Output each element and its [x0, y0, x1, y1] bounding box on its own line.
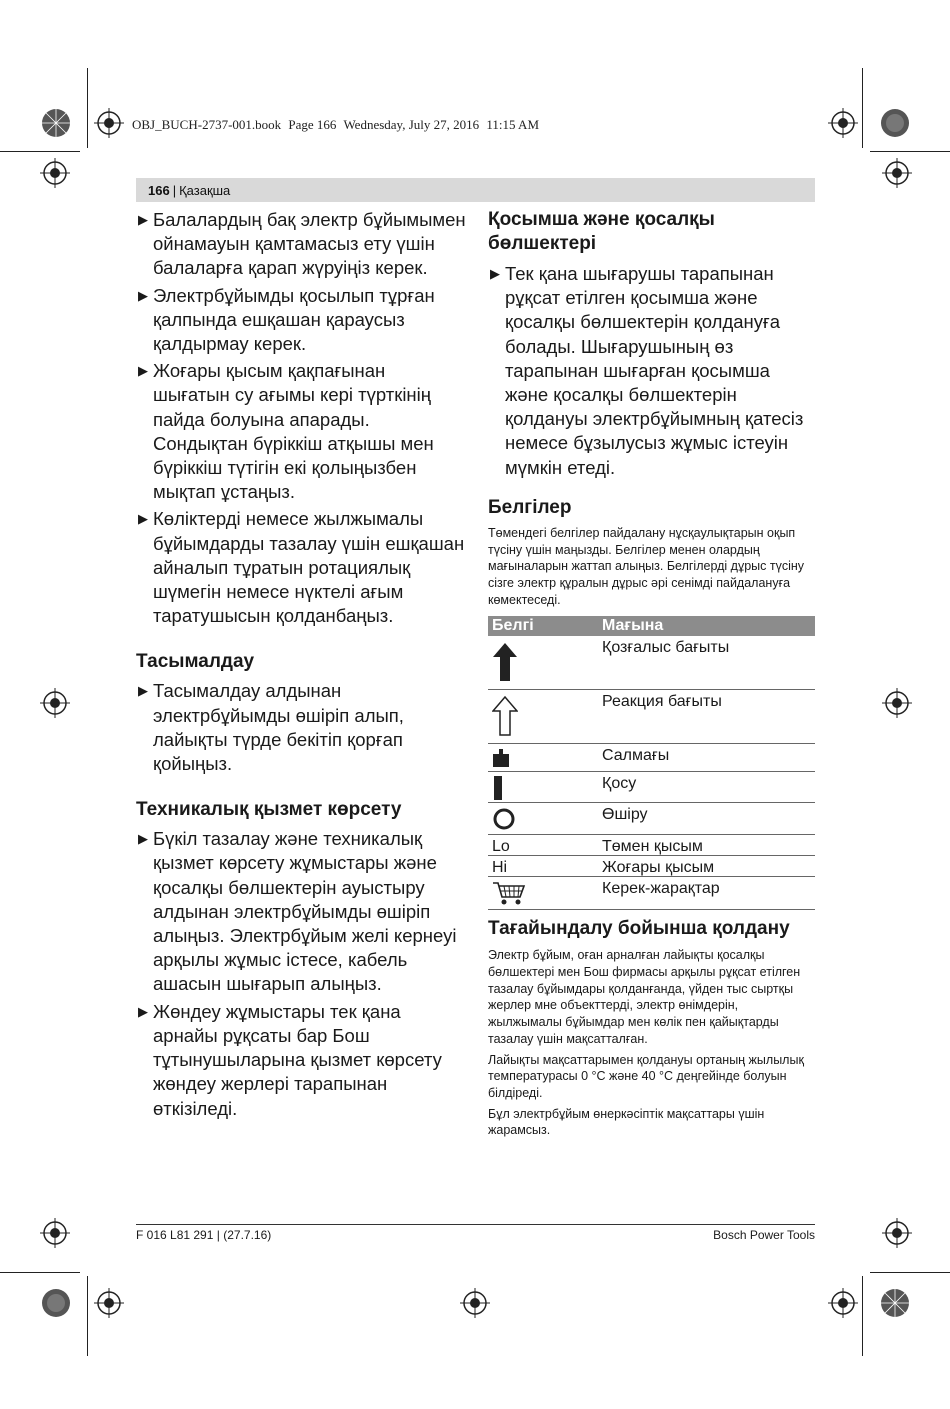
- table-cell-meaning: Қосу: [602, 775, 637, 793]
- safety-bullets: [136, 208, 466, 628]
- registration-dial-icon: [880, 108, 910, 138]
- crop-mark: [87, 1276, 88, 1356]
- symbols-intro: Төмендегі белгілер пайдалану нұсқаулықтарын оқып түсіну үшін маңызды. Белгілер менен олардың мағыналарын жаттап алыңыз. Белгілерді дұрыс түсіну сізге электр құралын дұрыс әрі сенімді пайдалануға көмектеседі.: [488, 525, 805, 607]
- list-item-text: Көліктерді немесе жылжымалы бұйымдарды тазалау үшін ешқашан айналып тұратын ротациялық шүмегін немесе нүктелі ағым таратушысын қолданбаңыз.: [153, 508, 465, 627]
- use-paragraph: Электр бұйым, оған арналған лайықты қосалқы бөлшектері мен Бош фирмасы арқылы рұқсат етілген тазалау бұйымдары қолданғанда, үйден тыс сыртқы жерлер мне объекттерді, электр өнімдерін, жылжымалы бұйымдар мен көлік пен қайықтарды тазалау үшін мақсатталған.: [488, 948, 801, 1046]
- crosshair-icon: [882, 158, 912, 188]
- language-label: Қазақша: [179, 182, 231, 198]
- table-row: [488, 744, 815, 772]
- crop-mark: [862, 1276, 863, 1356]
- heading-symbols: Белгілер: [488, 496, 572, 518]
- list-item: [136, 507, 466, 628]
- right-column: [488, 208, 815, 1139]
- page-number: 166: [148, 182, 170, 198]
- heading-accessories: Қосымша және қосалқы бөлшектері: [488, 209, 715, 254]
- footer-separator: |: [216, 1228, 220, 1242]
- arrow-outline-icon: [492, 696, 518, 736]
- crosshair-icon: [882, 1218, 912, 1248]
- use-paragraph: Бұл электрбұйым өнеркәсіптік мақсаттары үшін жарамсыз.: [488, 1106, 765, 1138]
- crosshair-icon: [460, 1288, 490, 1318]
- page-header-bar: [136, 178, 815, 202]
- cart-icon: [492, 881, 526, 907]
- power-off-icon: [492, 807, 516, 831]
- bullet-triangle-icon: ▶: [138, 287, 148, 303]
- list-item: [136, 679, 466, 776]
- list-item: [136, 208, 466, 281]
- table-row: [488, 636, 815, 690]
- list-item: [136, 1000, 466, 1121]
- crosshair-icon: [40, 688, 70, 718]
- print-time: 11:15 AM: [486, 117, 539, 132]
- footer-brand: Bosch Power Tools: [713, 1228, 815, 1242]
- header-separator: |: [172, 182, 177, 198]
- left-column: [136, 208, 466, 1124]
- table-row: [488, 690, 815, 744]
- crosshair-icon: [828, 1288, 858, 1318]
- table-row: [488, 772, 815, 803]
- list-item-text: Тек қана шығарушы тарапынан рұқсат етілген қосымша және қосалқы бөлшектерін қолдануға болады. Шығарушының өз тарапынан шығарған қосымша және қосалқы бөлшектерін қолдануы электрбұйымның қатесіз немесе бұзылусыз жұмыс істеуін мүмкін етеді.: [505, 263, 804, 478]
- crosshair-icon: [882, 688, 912, 718]
- crosshair-icon: [40, 158, 70, 188]
- heading-intended-use: Тағайындалу бойынша қолдану: [488, 918, 790, 940]
- table-cell-meaning: Қозғалыс бағыты: [602, 639, 730, 657]
- print-page: Page 166: [288, 117, 337, 132]
- print-date: Wednesday, July 27, 2016: [343, 117, 480, 132]
- crosshair-icon: [40, 1218, 70, 1248]
- print-header: [132, 117, 543, 133]
- list-item-text: Бүкіл тазалау және техникалық қызмет көрсету жұмыстары және қосалқы бөлшектерін ауыстыру алдынан электрбұйымды өшіріп алыңыз. Электрбұйым желі кернеуі арқылы жұмыс істесе, кабель ашасын шығарып алыңыз.: [153, 828, 457, 995]
- bullet-triangle-icon: ▶: [138, 831, 148, 847]
- table-row: [488, 803, 815, 835]
- bullet-triangle-icon: ▶: [138, 363, 148, 379]
- bullet-triangle-icon: ▶: [138, 683, 148, 699]
- table-cell-symbol: Lo: [492, 838, 510, 856]
- use-paragraph: Лайықты мақсаттарымен қолдануы ортаның жылылық температурасы 0 °C және 40 °C деңгейінде болуын білдіреді.: [488, 1052, 804, 1100]
- bullet-triangle-icon: ▶: [138, 212, 148, 227]
- table-row: [488, 856, 815, 877]
- table-cell-meaning: Керек-жарақтар: [602, 880, 720, 898]
- table-row: [488, 835, 815, 856]
- print-file: OBJ_BUCH-2737-001.book: [132, 117, 282, 132]
- list-item: [136, 284, 466, 357]
- footer-code: F 016 L81 291: [136, 1228, 214, 1242]
- arrow-filled-icon: [492, 642, 518, 682]
- table-header: [488, 616, 815, 636]
- table-cell-symbol: Hi: [492, 859, 508, 877]
- footer-date: (27.7.16): [223, 1228, 272, 1242]
- heading-service: Техникалық қызмет көрсету: [136, 799, 402, 821]
- weight-icon: [492, 749, 510, 767]
- crop-mark: [870, 151, 950, 152]
- list-item: [136, 359, 466, 504]
- bullet-triangle-icon: ▶: [490, 266, 500, 281]
- list-item-text: Балалардың бақ электр бұйымымен ойнамауын қамтамасыз ету үшін балаларға қарап жүруіңіз керек.: [153, 209, 466, 279]
- crop-mark: [862, 68, 863, 148]
- crop-mark: [87, 68, 88, 148]
- table-cell-meaning: Өшіру: [602, 806, 648, 824]
- list-item: [136, 827, 466, 996]
- list-item-text: Жөндеу жұмыстары тек қана арнайы рұқсаты бар Бош тұтынушыларына қызмет көрсету жөндеу жерлері тарапынан өткізіледі.: [153, 1000, 442, 1119]
- table-cell-meaning: Жоғары қысым: [602, 859, 715, 877]
- table-cell-meaning: Төмен қысым: [602, 838, 703, 856]
- table-cell-meaning: Салмағы: [602, 747, 670, 765]
- symbols-table: [488, 616, 815, 910]
- footer-left: [136, 1228, 271, 1242]
- list-item-text: Электрбұйымды қосылып тұрған қалпында ешқашан қараусыз қалдырмау керек.: [153, 284, 435, 355]
- column-header-meaning: Мағына: [602, 617, 664, 635]
- list-item-text: Тасымалдау алдынан электрбұйымды өшіріп алып, лайықты түрде бекітіп қорғап қойыңыз.: [153, 680, 404, 775]
- crosshair-icon: [828, 108, 858, 138]
- crosshair-icon: [94, 1288, 124, 1318]
- column-header-symbol: Белгі: [492, 617, 534, 635]
- crop-mark: [0, 151, 80, 152]
- registration-dial-icon: [41, 108, 71, 138]
- list-item: [488, 262, 815, 480]
- list-item-text: Жоғары қысым қақпағынан шығатын су ағымы кері түрткінің пайда болуына апарады. Сондықтан бүріккіш атқышы мен бүріккіш түтігін екі қолыңызбен мықтап ұстаңыз.: [153, 360, 434, 503]
- crop-mark: [0, 1272, 80, 1273]
- registration-dial-icon: [41, 1288, 71, 1318]
- heading-transport: Тасымалдау: [136, 651, 255, 673]
- table-cell-meaning: Реакция бағыты: [602, 693, 722, 711]
- registration-dial-icon: [880, 1288, 910, 1318]
- bullet-triangle-icon: ▶: [138, 511, 148, 527]
- power-on-icon: [492, 776, 504, 800]
- page-footer: [136, 1224, 815, 1242]
- crop-mark: [870, 1272, 950, 1273]
- crosshair-icon: [94, 108, 124, 138]
- table-row: [488, 877, 815, 910]
- bullet-triangle-icon: ▶: [138, 1003, 148, 1019]
